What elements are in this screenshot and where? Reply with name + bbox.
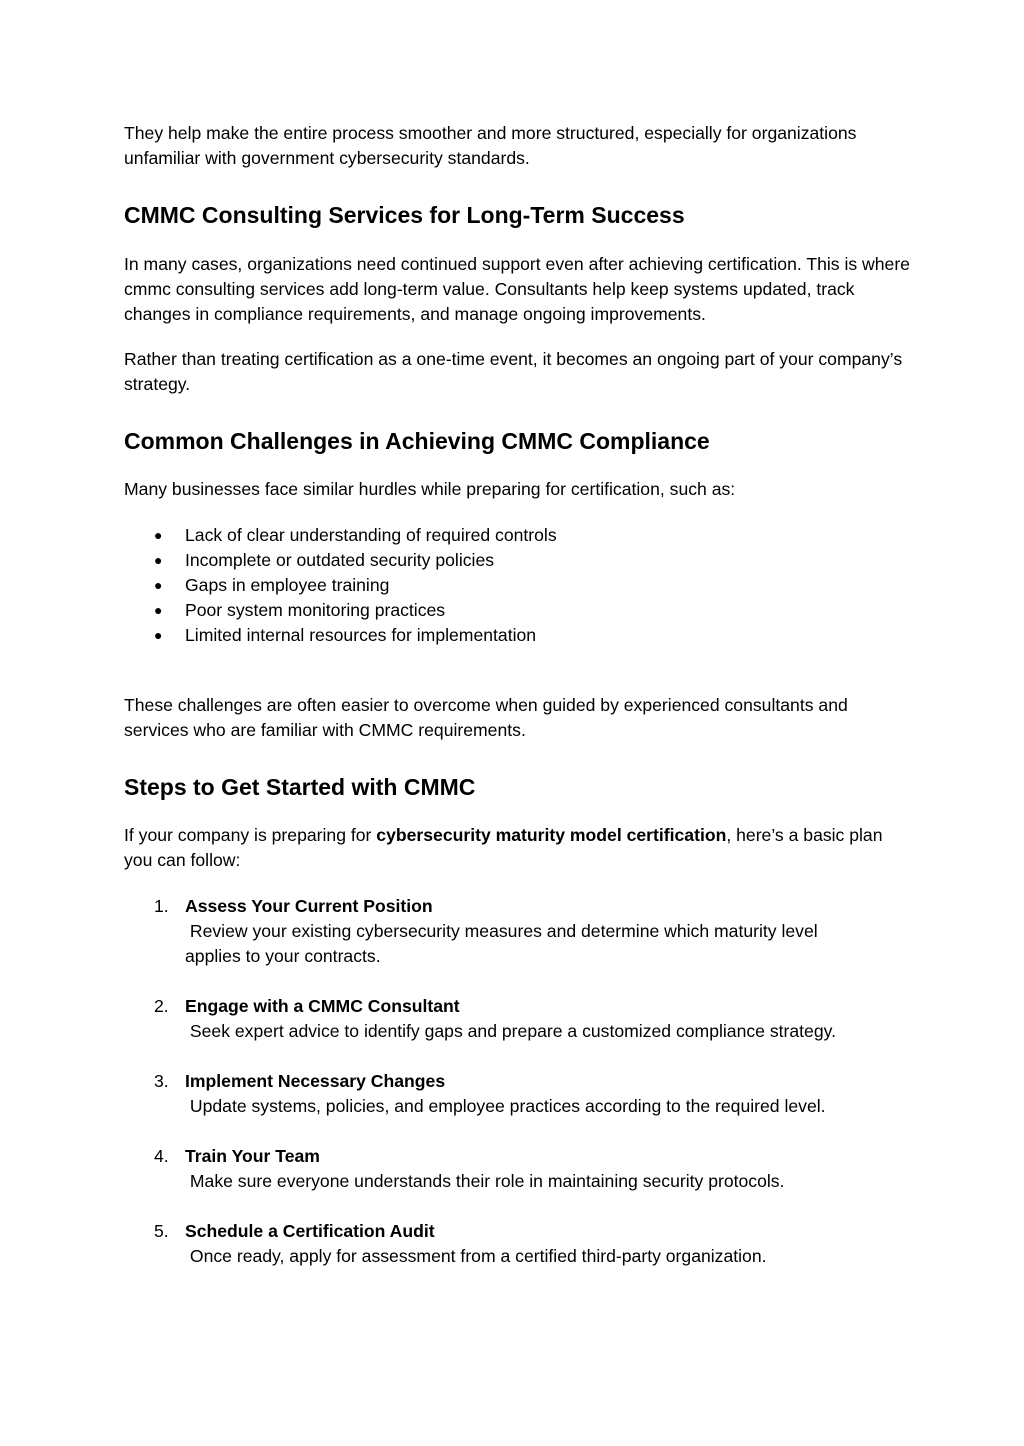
- steps-intro-text: If your company is preparing for: [124, 825, 377, 845]
- challenges-closing: These challenges are often easier to overcome when guided by experienced consultants and services who are familiar with CMMC requirements.: [124, 695, 848, 740]
- list-item-text: Lack of clear understanding of required controls: [185, 525, 557, 545]
- bullet-icon: ●: [154, 552, 163, 568]
- step-number: 3.: [154, 1071, 169, 1091]
- step-number: 2.: [154, 996, 169, 1016]
- challenges-intro: Many businesses face similar hurdles while preparing for certification, such as:: [124, 479, 736, 499]
- list-item-text: Incomplete or outdated security policies: [185, 550, 495, 570]
- list-item-text: Limited internal resources for implementation: [185, 625, 537, 645]
- step-title: Train Your Team: [185, 1146, 320, 1166]
- steps-intro-text-end: , here’s a basic plan you can follow:: [124, 825, 883, 870]
- step-title: Schedule a Certification Audit: [185, 1221, 435, 1241]
- steps-intro: [124, 823, 914, 873]
- step-description: Seek expert advice to identify gaps and prepare a customized compliance strategy.: [185, 1021, 837, 1041]
- bullet-icon: ●: [154, 577, 163, 593]
- consulting-paragraph-1: In many cases, organizations need continued support even after achieving certification. This is where cmmc consulting services add long-term value. Consultants help keep systems updated, track changes in compliance requirements, and manage ongoing improvements.: [124, 254, 910, 324]
- consulting-paragraph-2: Rather than treating certification as a one-time event, it becomes an ongoing part of your company’s strategy.: [124, 349, 903, 394]
- list-item-text: Gaps in employee training: [185, 575, 390, 595]
- step-number: 1.: [154, 896, 169, 916]
- step-title: Implement Necessary Changes: [185, 1071, 446, 1091]
- step-description: Update systems, policies, and employee practices according to the required level.: [185, 1096, 826, 1116]
- step-number: 5.: [154, 1221, 169, 1241]
- steps-intro-emphasis: cybersecurity maturity model certification: [376, 825, 727, 845]
- step-title: Assess Your Current Position: [185, 896, 433, 916]
- steps-heading: Steps to Get Started with CMMC: [124, 774, 476, 800]
- step-description: Review your existing cybersecurity measures and determine which maturity level applies to your contracts.: [185, 921, 823, 966]
- step-title: Engage with a CMMC Consultant: [185, 996, 460, 1016]
- bullet-icon: ●: [154, 602, 163, 618]
- bullet-icon: ●: [154, 527, 163, 543]
- challenges-heading: Common Challenges in Achieving CMMC Compliance: [124, 428, 710, 454]
- intro-paragraph: They help make the entire process smoother and more structured, especially for organizations unfamiliar with government cybersecurity standards.: [124, 123, 857, 168]
- step-description: Make sure everyone understands their role in maintaining security protocols.: [185, 1171, 785, 1191]
- consulting-heading: CMMC Consulting Services for Long-Term Success: [124, 202, 685, 228]
- bullet-icon: ●: [154, 627, 163, 643]
- step-description: Once ready, apply for assessment from a certified third-party organization.: [185, 1246, 767, 1266]
- list-item-text: Poor system monitoring practices: [185, 600, 446, 620]
- step-number: 4.: [154, 1146, 169, 1166]
